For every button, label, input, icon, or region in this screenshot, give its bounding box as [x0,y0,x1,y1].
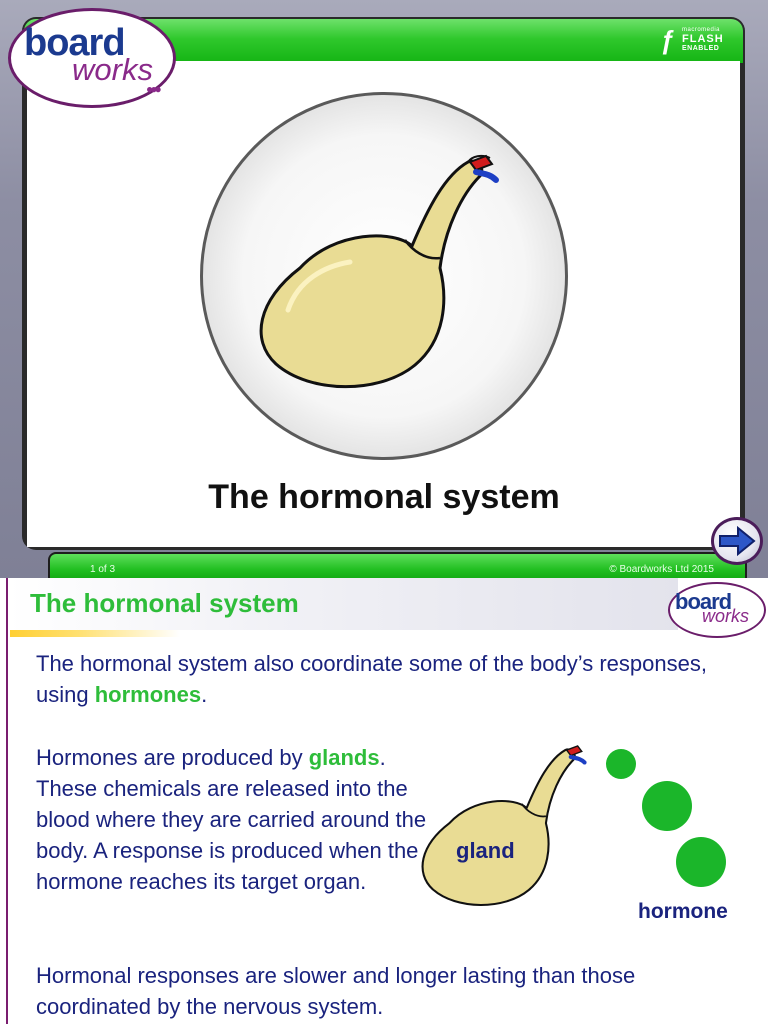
next-slide-button[interactable] [711,517,763,565]
hormone-dot [642,781,692,831]
intro-paragraph: The hormonal system also coordinate some of the body’s responses, using hormones. [36,651,707,707]
term-glands: glands [308,745,380,770]
heading-accent [10,630,180,637]
term-hormones: hormones [94,682,202,707]
flash-product: FLASH [682,33,724,45]
gland-diagram [408,738,608,918]
content-slide [0,578,768,1024]
flash-enabled-badge [660,26,730,56]
hormone-label: hormone [638,900,728,923]
hormone-dot [606,749,636,779]
left-border [6,578,8,1024]
boardworks-logo: board works [668,582,766,640]
comparison-paragraph: Hormonal responses are slower and longer lasting than those coordinated by the nervous system. [36,963,636,1019]
slide-title: The hormonal system [208,478,560,516]
copyright: © Boardworks Ltd 2015 [609,564,714,575]
flash-brand: macromedia [682,27,721,33]
hormone-dot [676,837,726,887]
arrow-right-icon [714,520,760,562]
flash-icon: ƒ [660,25,675,55]
boardworks-logo: board works ●●● [8,8,174,106]
gland-illustration [240,150,530,400]
page-counter: 1 of 3 [90,564,116,575]
slide-heading: The hormonal system [30,588,299,618]
gland-label: gland [456,838,515,863]
flash-status: ENABLED [682,45,720,52]
glands-paragraph: Hormones are produced by glands. These chemicals are released into the blood where they are carried around the body. A response is produced when the hormone reaches its target organ. [36,745,427,894]
